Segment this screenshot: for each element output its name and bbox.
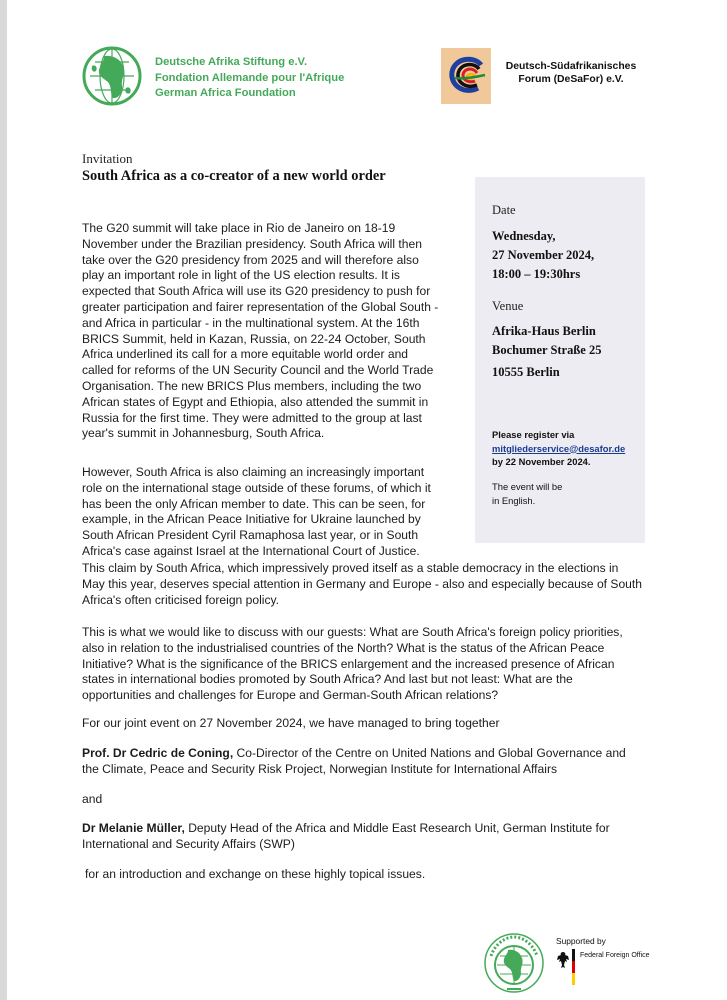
- language-line2: in English.: [492, 494, 536, 506]
- registration-block: [492, 428, 625, 469]
- venue-city: 10555 Berlin: [492, 365, 560, 379]
- paragraph-g20: The G20 summit will take place in Rio de Janeiro on 18-19 November under the Brazilian presidency. South Africa will then take over the G20 presidency from 2025 and will therefore also play an important role in light of the US election results. It is expected that South Africa will use its G20 presidency to push for greater participation and fairer representation of the Global South - and Africa in particular - in the multinational system. At the 16th BRICS Summit, held in Kazan, Russia, on 22-24 October, South Africa underlined its call for a more equitable world order and called for reforms of the UN Security Council and the World Trade Organisation. The new BRICS Plus members, including the two African states of Egypt and Ethiopia, also attended the summit in Russia for the first time. They were admitted to the group at last year's summit in Johannesburg, South Africa.: [82, 221, 439, 441]
- language-line1: The event will be: [492, 481, 563, 492]
- das-globe-logo: [82, 46, 142, 106]
- paragraph-international-role: However, South Africa is also claiming an increasingly important role on the international stage outside of these forums, of which it has been the only African member to date. This can be seen, for example, in the African Peace Initiative for Ukraine launched by South African President Cyril Ramaphosa last year, or in South Africa's case against Israel at the International Court of Justice.: [82, 465, 431, 558]
- speaker-1-description: Co-Director of the Centre on United Nations and Global Governance and the Climate, Peace and Security Risk Project, Norwegian Institute for International Affairs: [82, 746, 626, 776]
- date-block: [492, 227, 594, 284]
- paragraph-democracy-claim: This claim by South Africa, which impressively proved itself as a stable democracy in the elections in May this year, deserves special attention in Germany and Europe - also and especially because of South Africa's often criticised foreign policy.: [82, 561, 642, 607]
- desafor-name: [497, 60, 645, 86]
- paragraph-joint-event: For our joint event on 27 November 2024, we have managed to bring together: [82, 716, 500, 730]
- paragraph-discussion-questions: This is what we would like to discuss with our guests: What are South Africa's foreign policy priorities, also in relation to the industrialised countries of the North? What is the status of the African Peace Initiative? What is the significance of the BRICS enlargement and the increased presence of African states in international bodies promoted by South Africa? And last but not least: What are the opportunities and challenges for Europe and German-South African relations?: [82, 625, 623, 703]
- federal-eagle-icon: [556, 951, 570, 969]
- venue-name: Afrika-Haus Berlin: [492, 324, 596, 338]
- das-name-block: [155, 55, 344, 102]
- speaker-2-name: Dr Melanie Müller,: [82, 821, 185, 835]
- german-flag-bar: [572, 949, 575, 985]
- das-seal-logo: [483, 932, 545, 994]
- date-time: 18:00 – 19:30hrs: [492, 267, 581, 281]
- and-separator: and: [82, 792, 103, 806]
- speaker-1-name: Prof. Dr Cedric de Coning,: [82, 746, 234, 760]
- supported-by-label: Supported by: [556, 936, 606, 946]
- desafor-logo: [441, 48, 491, 104]
- register-email-link[interactable]: mitgliederservice@desafor.de: [492, 442, 626, 454]
- desafor-name-line1: Deutsch-Südafrikanisches: [505, 61, 637, 72]
- venue-street: Bochumer Straße 25: [492, 343, 602, 357]
- page-edge: [0, 0, 7, 1000]
- register-text: Please register via: [492, 429, 575, 440]
- event-details-box: [475, 177, 645, 543]
- venue-block: [492, 322, 602, 360]
- date-label: Date: [492, 203, 516, 217]
- register-deadline: by 22 November 2024.: [492, 456, 591, 467]
- language-note: [492, 480, 562, 507]
- speaker-de-coning: [82, 746, 642, 778]
- federal-foreign-office-label: Federal Foreign Office: [580, 952, 650, 959]
- speaker-2-description: Deputy Head of the Africa and Middle East Research Unit, German Institute for International and Security Affairs (SWP): [82, 821, 610, 851]
- invitation-title: South Africa as a co-creator of a new world order: [82, 168, 386, 184]
- date-weekday: Wednesday,: [492, 229, 556, 243]
- das-name-de: Deutsche Afrika Stiftung e.V.: [155, 56, 308, 68]
- closing-line: for an introduction and exchange on these highly topical issues.: [85, 867, 426, 881]
- invitation-kicker: Invitation: [82, 151, 133, 166]
- das-name-fr: Fondation Allemande pour l'Afrique: [155, 71, 345, 84]
- venue-label: Venue: [492, 299, 524, 313]
- speaker-mueller: [82, 821, 642, 853]
- desafor-name-line2: Forum (DeSaFor) e.V.: [518, 74, 624, 85]
- das-name-en: German Africa Foundation: [155, 87, 296, 99]
- date-day: 27 November 2024,: [492, 248, 595, 262]
